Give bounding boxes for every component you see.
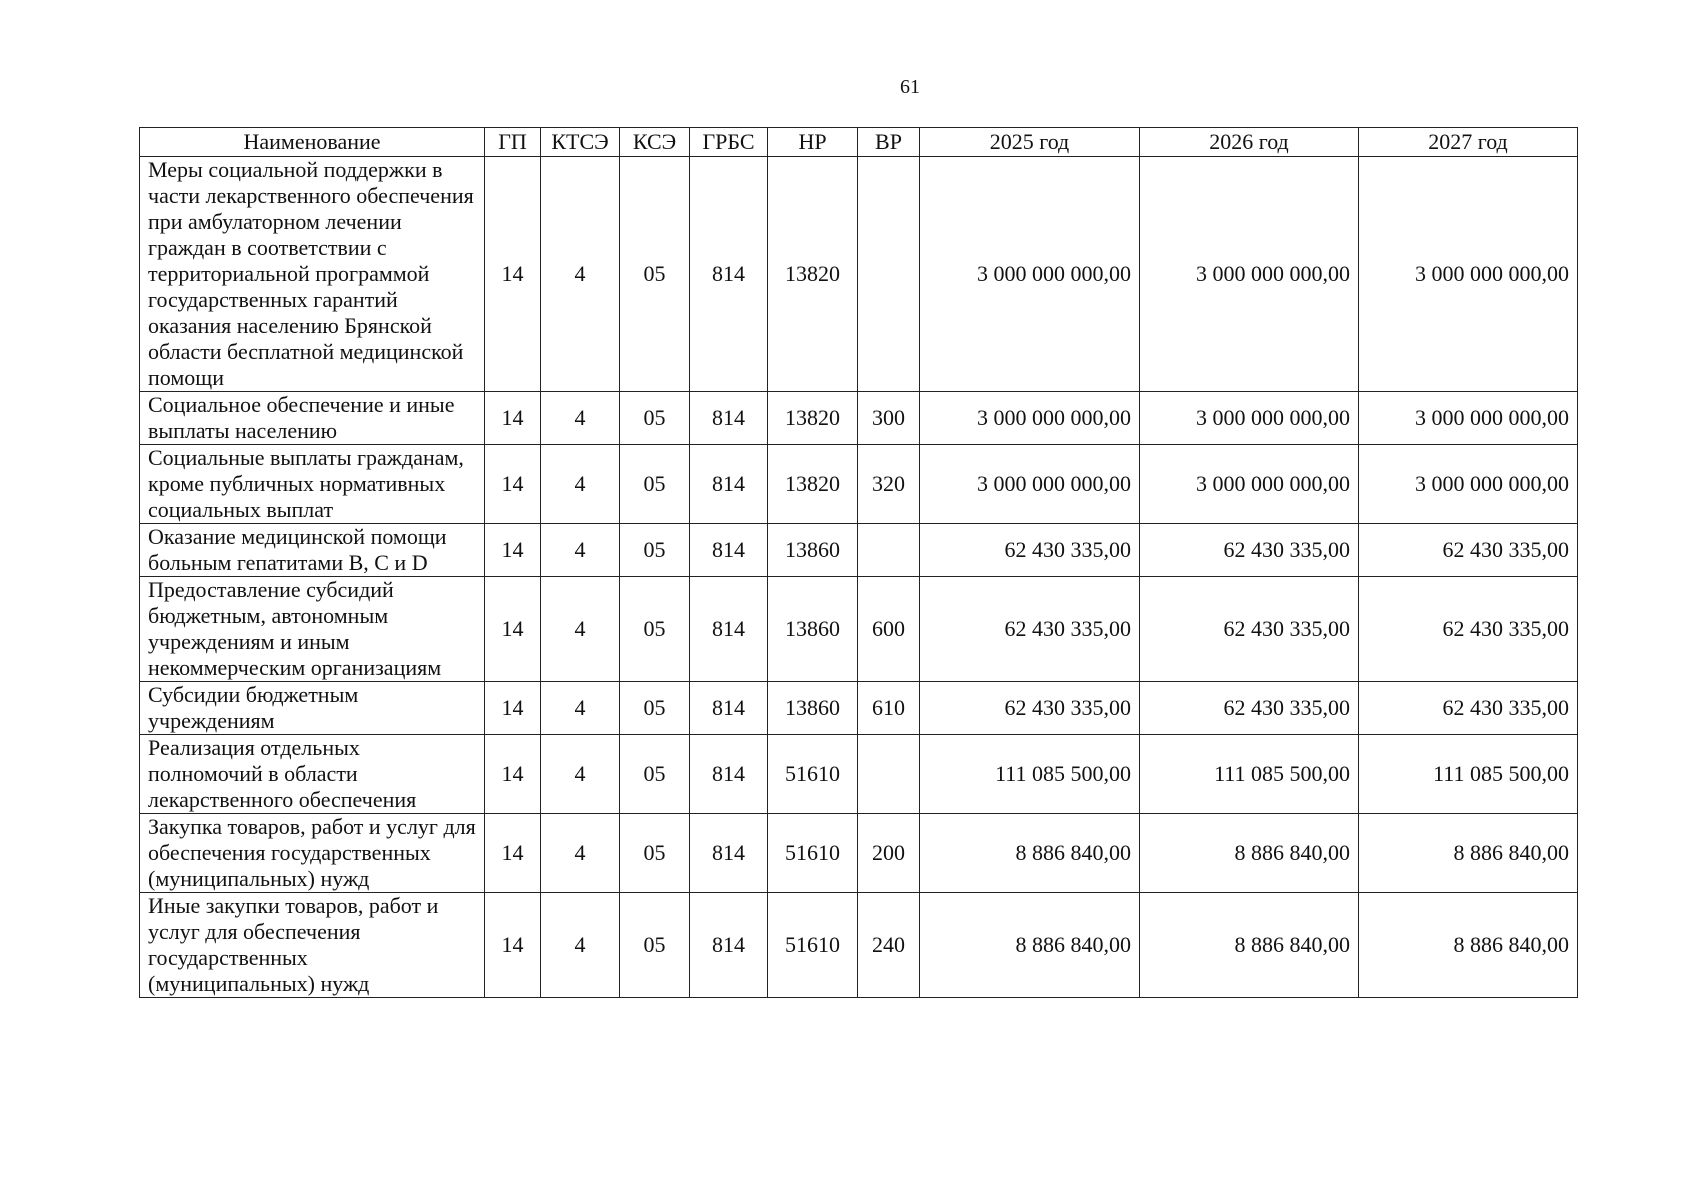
- header-2026: 2026 год: [1140, 128, 1359, 157]
- row-kse: 05: [620, 445, 690, 524]
- row-gp: 14: [485, 893, 541, 998]
- header-kse: КСЭ: [620, 128, 690, 157]
- row-gp: 14: [485, 524, 541, 577]
- row-2025: 3 000 000 000,00: [920, 157, 1140, 392]
- row-name: Предоставление субсидий бюджетным, автономным учреждениям и иным некоммерческим организациям: [140, 577, 485, 682]
- header-gp: ГП: [485, 128, 541, 157]
- row-kse: 05: [620, 577, 690, 682]
- row-grbs: 814: [690, 682, 768, 735]
- row-grbs: 814: [690, 577, 768, 682]
- row-ktse: 4: [541, 735, 620, 814]
- row-2026: 62 430 335,00: [1140, 524, 1359, 577]
- row-2026: 8 886 840,00: [1140, 814, 1359, 893]
- row-name: Меры социальной поддержки в части лекарственного обеспечения при амбулаторном лечении граждан в соответствии с территориальной программой государственных гарантий оказания населению Брянской области бесплатной медицинской помощи: [140, 157, 485, 392]
- table-row: [140, 445, 1578, 524]
- row-2026: 3 000 000 000,00: [1140, 445, 1359, 524]
- row-grbs: 814: [690, 893, 768, 998]
- row-nr: 51610: [768, 735, 858, 814]
- row-2027: 8 886 840,00: [1359, 814, 1578, 893]
- row-kse: 05: [620, 682, 690, 735]
- row-2026: 62 430 335,00: [1140, 577, 1359, 682]
- row-gp: 14: [485, 682, 541, 735]
- row-gp: 14: [485, 445, 541, 524]
- row-2027: 3 000 000 000,00: [1359, 157, 1578, 392]
- row-vr: 610: [858, 682, 920, 735]
- row-grbs: 814: [690, 392, 768, 445]
- row-ktse: 4: [541, 445, 620, 524]
- row-2026: 111 085 500,00: [1140, 735, 1359, 814]
- row-name: Социальные выплаты гражданам, кроме публичных нормативных социальных выплат: [140, 445, 485, 524]
- row-name: Реализация отдельных полномочий в области лекарственного обеспечения: [140, 735, 485, 814]
- row-2026: 8 886 840,00: [1140, 893, 1359, 998]
- row-2026: 62 430 335,00: [1140, 682, 1359, 735]
- row-grbs: 814: [690, 735, 768, 814]
- row-name: Закупка товаров, работ и услуг для обеспечения государственных (муниципальных) нужд: [140, 814, 485, 893]
- row-gp: 14: [485, 814, 541, 893]
- row-nr: 51610: [768, 814, 858, 893]
- row-grbs: 814: [690, 524, 768, 577]
- row-nr: 13860: [768, 524, 858, 577]
- row-2025: 3 000 000 000,00: [920, 445, 1140, 524]
- header-nr: НР: [768, 128, 858, 157]
- row-nr: 13860: [768, 682, 858, 735]
- header-2027: 2027 год: [1359, 128, 1578, 157]
- row-vr: 600: [858, 577, 920, 682]
- row-gp: 14: [485, 735, 541, 814]
- row-2025: 111 085 500,00: [920, 735, 1140, 814]
- page-number: 61: [900, 76, 920, 98]
- row-name: Иные закупки товаров, работ и услуг для обеспечения государственных (муниципальных) нужд: [140, 893, 485, 998]
- row-kse: 05: [620, 893, 690, 998]
- row-2025: 62 430 335,00: [920, 682, 1140, 735]
- row-vr: [858, 735, 920, 814]
- row-2027: 111 085 500,00: [1359, 735, 1578, 814]
- row-2027: 3 000 000 000,00: [1359, 392, 1578, 445]
- row-kse: 05: [620, 814, 690, 893]
- row-vr: [858, 524, 920, 577]
- row-2027: 3 000 000 000,00: [1359, 445, 1578, 524]
- row-vr: 300: [858, 392, 920, 445]
- row-2027: 62 430 335,00: [1359, 524, 1578, 577]
- table-row: [140, 814, 1578, 893]
- row-vr: [858, 157, 920, 392]
- header-ktse: КТСЭ: [541, 128, 620, 157]
- row-kse: 05: [620, 524, 690, 577]
- row-grbs: 814: [690, 814, 768, 893]
- table-row: [140, 392, 1578, 445]
- table-row: [140, 157, 1578, 392]
- row-2026: 3 000 000 000,00: [1140, 157, 1359, 392]
- row-nr: 13860: [768, 577, 858, 682]
- row-kse: 05: [620, 157, 690, 392]
- row-ktse: 4: [541, 577, 620, 682]
- row-ktse: 4: [541, 682, 620, 735]
- row-grbs: 814: [690, 157, 768, 392]
- row-2025: 62 430 335,00: [920, 577, 1140, 682]
- row-vr: 320: [858, 445, 920, 524]
- row-nr: 13820: [768, 157, 858, 392]
- row-ktse: 4: [541, 814, 620, 893]
- row-2026: 3 000 000 000,00: [1140, 392, 1359, 445]
- row-name: Субсидии бюджетным учреждениям: [140, 682, 485, 735]
- row-grbs: 814: [690, 445, 768, 524]
- table-row: [140, 893, 1578, 998]
- row-2027: 62 430 335,00: [1359, 682, 1578, 735]
- row-ktse: 4: [541, 893, 620, 998]
- header-name: Наименование: [140, 128, 485, 157]
- row-name: Оказание медицинской помощи больным гепатитами B, C и D: [140, 524, 485, 577]
- budget-table: [139, 127, 1578, 998]
- row-kse: 05: [620, 392, 690, 445]
- row-kse: 05: [620, 735, 690, 814]
- row-2025: 62 430 335,00: [920, 524, 1140, 577]
- table-row: [140, 735, 1578, 814]
- row-ktse: 4: [541, 392, 620, 445]
- row-gp: 14: [485, 157, 541, 392]
- row-name: Социальное обеспечение и иные выплаты населению: [140, 392, 485, 445]
- header-row: [140, 128, 1578, 157]
- row-gp: 14: [485, 577, 541, 682]
- table-row: [140, 577, 1578, 682]
- row-nr: 13820: [768, 392, 858, 445]
- row-ktse: 4: [541, 524, 620, 577]
- row-vr: 200: [858, 814, 920, 893]
- header-vr: ВР: [858, 128, 920, 157]
- row-nr: 51610: [768, 893, 858, 998]
- row-ktse: 4: [541, 157, 620, 392]
- row-gp: 14: [485, 392, 541, 445]
- row-nr: 13820: [768, 445, 858, 524]
- table-row: [140, 682, 1578, 735]
- header-grbs: ГРБС: [690, 128, 768, 157]
- row-2027: 8 886 840,00: [1359, 893, 1578, 998]
- row-2025: 3 000 000 000,00: [920, 392, 1140, 445]
- table-row: [140, 524, 1578, 577]
- row-2027: 62 430 335,00: [1359, 577, 1578, 682]
- row-2025: 8 886 840,00: [920, 893, 1140, 998]
- row-2025: 8 886 840,00: [920, 814, 1140, 893]
- row-vr: 240: [858, 893, 920, 998]
- header-2025: 2025 год: [920, 128, 1140, 157]
